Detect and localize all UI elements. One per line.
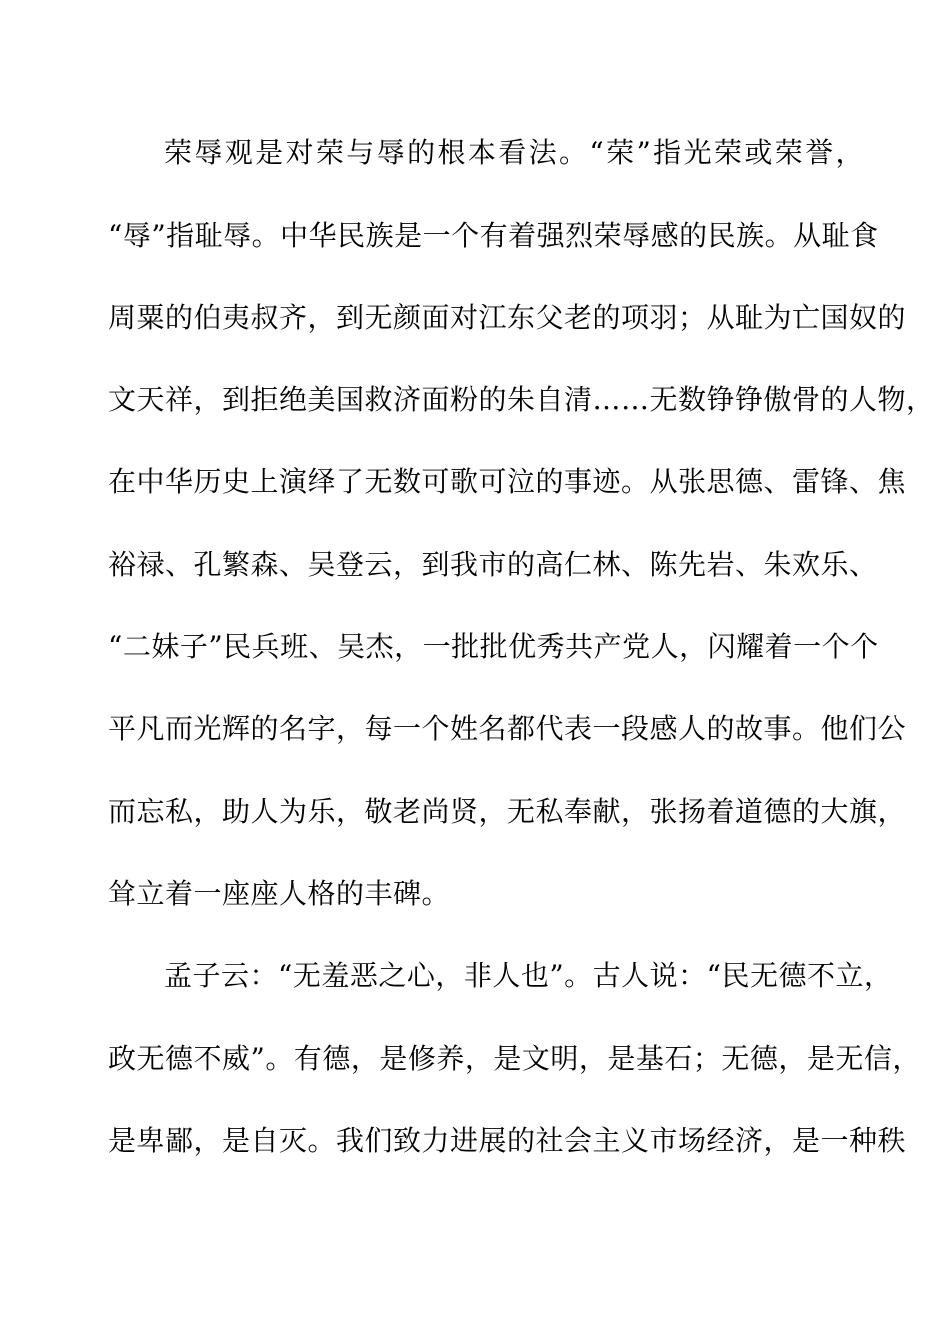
paragraph-1-line-10: 耸立着一座座人格的丰碑。 bbox=[108, 877, 451, 910]
paragraph-1-line-6: 裕禄、孔繁森、吴登云，到我市的高仁林、陈先岩、朱欢乐、 bbox=[108, 548, 878, 581]
paragraph-1-line-7: “二妹子”民兵班、吴杰，一批批优秀共产党人，闪耀着一个个 bbox=[108, 630, 879, 663]
paragraph-1-line-4: 文天祥，到拒绝美国救济面粉的朱自清……无数铮铮傲骨的人物， bbox=[108, 383, 935, 416]
paragraph-1-line-8: 平凡而光辉的名字，每一个姓名都代表一段感人的故事。他们公 bbox=[108, 712, 907, 745]
paragraph-2-line-3: 是卑鄙，是自灭。我们致力进展的社会主义市场经济，是一种秩 bbox=[108, 1124, 907, 1157]
paragraph-1-line-9: 而忘私，助人为乐，敬老尚贤，无私奉献，张扬着道德的大旗， bbox=[108, 795, 907, 828]
paragraph-2-line-2: 政无德不威”。有德，是修养，是文明，是基石；无德，是无信， bbox=[108, 1042, 921, 1075]
paragraph-1-line-1: 荣辱观是对荣与辱的根本看法。“荣”指光荣或荣誉， bbox=[164, 136, 864, 169]
paragraph-1-line-3: 周粟的伯夷叔齐，到无颜面对江东父老的项羽；从耻为亡国奴的 bbox=[108, 301, 907, 334]
paragraph-2-line-1: 孟子云：“无羞恶之心，非人也”。古人说：“民无德不立， bbox=[164, 959, 893, 992]
paragraph-1-line-2: “辱”指耻辱。中华民族是一个有着强烈荣辱感的民族。从耻食 bbox=[108, 219, 879, 252]
paragraph-1-line-5: 在中华历史上演绎了无数可歌可泣的事迹。从张思德、雷锋、焦 bbox=[108, 465, 907, 498]
